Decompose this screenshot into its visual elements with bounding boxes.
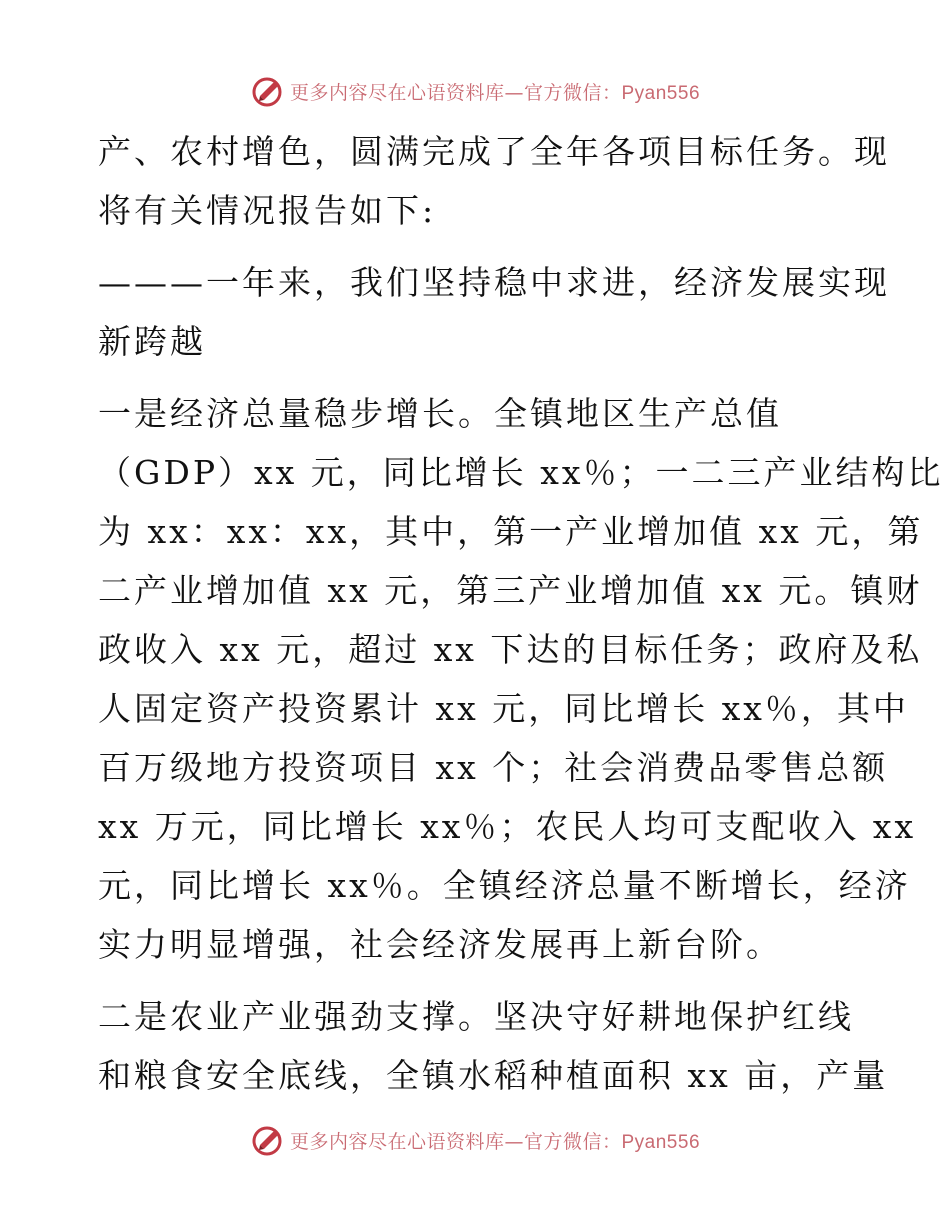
section-heading-economic-growth bbox=[98, 253, 890, 371]
text-line: 和粮食安全底线，全镇水稻种植面积 xx 亩，产量 bbox=[98, 1056, 889, 1095]
pen-logo-icon bbox=[250, 74, 284, 108]
paragraph-intro-end bbox=[98, 122, 890, 240]
banner-text bbox=[290, 78, 700, 105]
text-line: 将有关情况报告如下: bbox=[98, 191, 437, 230]
text-line: 新跨越 bbox=[98, 322, 206, 361]
text-line: （GDP）xx 元，同比增长 xx％；一二三产业结构比 bbox=[98, 453, 944, 492]
banner-label: 更多内容尽在心语资料库—官方微信： bbox=[289, 81, 622, 104]
pen-logo-icon bbox=[250, 1123, 284, 1157]
text-line: 百万级地方投资项目 xx 个；社会消费品零售总额 bbox=[98, 748, 889, 787]
text-line: 二是农业产业强劲支撑。坚决守好耕地保护红线 bbox=[98, 997, 854, 1036]
banner-text bbox=[290, 1127, 700, 1154]
text-line: 元，同比增长 xx％。全镇经济总量不断增长，经济 bbox=[98, 866, 911, 905]
document-body bbox=[98, 122, 944, 1105]
banner-wechat-id: Pyan556 bbox=[621, 82, 701, 104]
text-line: ———一年来，我们坚持稳中求进，经济发展实现 bbox=[98, 263, 890, 302]
text-line: 人固定资产投资累计 xx 元，同比增长 xx％，其中 bbox=[98, 689, 909, 728]
paragraph-economic-aggregate bbox=[98, 384, 944, 974]
header-watermark-banner bbox=[0, 71, 950, 111]
text-line: 二产业增加值 xx 元，第三产业增加值 xx 元。镇财 bbox=[98, 571, 923, 610]
text-line: 实力明显增强，社会经济发展再上新台阶。 bbox=[98, 925, 782, 964]
paragraph-agriculture bbox=[98, 987, 889, 1105]
text-line: 一是经济总量稳步增长。全镇地区生产总值 bbox=[98, 394, 782, 433]
text-line: 为 xx：xx：xx，其中，第一产业增加值 xx 元，第 bbox=[98, 512, 924, 551]
banner-label: 更多内容尽在心语资料库—官方微信： bbox=[289, 1130, 622, 1153]
text-line: 产、农村增色，圆满完成了全年各项目标任务。现 bbox=[98, 132, 890, 171]
footer-watermark-banner bbox=[0, 1120, 950, 1160]
banner-wechat-id: Pyan556 bbox=[621, 1131, 701, 1153]
text-line: xx 万元，同比增长 xx％；农民人均可支配收入 xx bbox=[98, 807, 917, 846]
text-line: 政收入 xx 元，超过 xx 下达的目标任务；政府及私 bbox=[98, 630, 923, 669]
